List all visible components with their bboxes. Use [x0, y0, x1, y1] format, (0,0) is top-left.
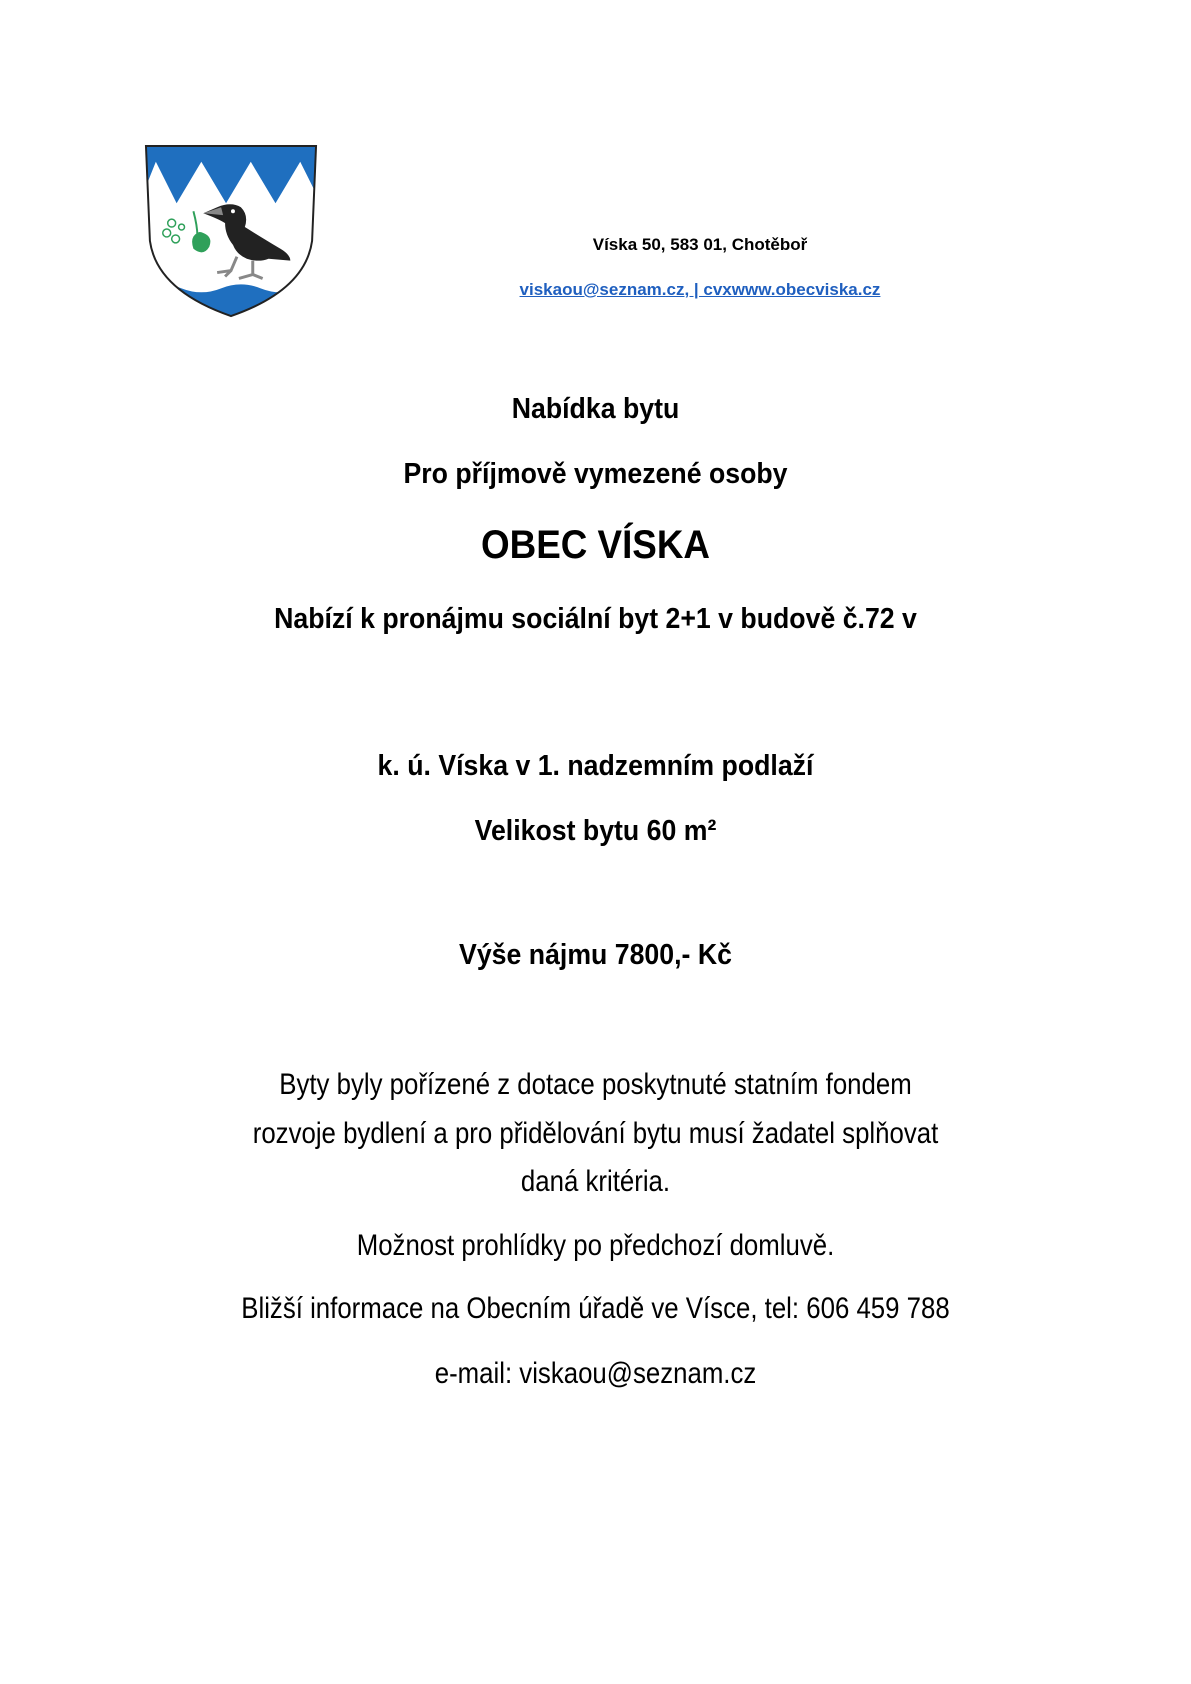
offer-description-line2: k. ú. Víska v 1. nadzemním podlaží — [377, 750, 814, 782]
municipality-heading: OBEC VÍSKA — [480, 523, 711, 567]
rent-amount: Výše nájmu 7800,- Kč — [459, 939, 732, 971]
contact-info: Bližší informace na Obecním úřadě ve Vísce, tel: 606 459 788 — [241, 1292, 950, 1325]
viewing-note: Možnost prohlídky po předchozí domluvě. — [356, 1229, 835, 1262]
email-line: e-mail: viskaou@seznam.cz — [434, 1357, 757, 1390]
offer-subtitle: Pro příjmově vymezené osoby — [403, 458, 788, 490]
address-line: Víska 50, 583 01, Chotěboř — [592, 235, 808, 254]
coat-of-arms-logo — [142, 142, 320, 320]
offer-description-line1: Nabízí k pronájmu sociální byt 2+1 v budově č.72 v — [274, 603, 917, 635]
paragraph-line-3: daná kritéria. — [520, 1165, 671, 1198]
apartment-size: Velikost bytu 60 m² — [474, 815, 717, 847]
offer-title: Nabídka bytu — [511, 393, 680, 425]
contact-links[interactable]: viskaou@seznam.cz, | cvxwww.obecviska.cz — [519, 280, 881, 299]
paragraph-line-2: rozvoje bydlení a pro přidělování bytu musí žadatel splňovat — [252, 1117, 939, 1150]
paragraph-line-1: Byty byly pořízené z dotace poskytnuté statním fondem — [279, 1068, 912, 1101]
